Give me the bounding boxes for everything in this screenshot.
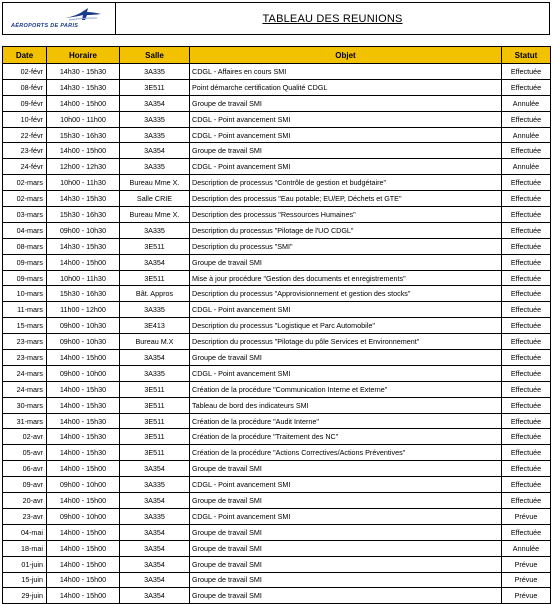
table-row: [3, 572, 551, 588]
statut-cell: Effectuée: [502, 238, 551, 254]
objet-cell: CDGL - Point avancement SMI: [190, 302, 502, 318]
table-row: [3, 159, 551, 175]
salle-cell: 3E511: [120, 238, 190, 254]
date-cell: 01-juin: [3, 556, 47, 572]
objet-cell: CDGL - Point avancement SMI: [190, 127, 502, 143]
statut-cell: Annulée: [502, 95, 551, 111]
objet-cell: Création de la procédure "Audit Interne": [190, 413, 502, 429]
date-cell: 23-févr: [3, 143, 47, 159]
statut-cell: Effectuée: [502, 270, 551, 286]
table-row: [3, 191, 551, 207]
table-row: [3, 365, 551, 381]
horaire-cell: 14h00 - 15h30: [47, 445, 120, 461]
objet-cell: Groupe de travail SMI: [190, 350, 502, 366]
statut-cell: Effectuée: [502, 477, 551, 493]
horaire-cell: 14h00 - 15h00: [47, 556, 120, 572]
horaire-cell: 14h00 - 15h00: [47, 350, 120, 366]
objet-cell: Groupe de travail SMI: [190, 540, 502, 556]
salle-cell: Bureau Mme X.: [120, 175, 190, 191]
date-cell: 31-mars: [3, 413, 47, 429]
table-row: [3, 95, 551, 111]
horaire-cell: 14h00 - 15h00: [47, 540, 120, 556]
salle-cell: 3E511: [120, 413, 190, 429]
statut-cell: Effectuée: [502, 191, 551, 207]
date-cell: 22-févr: [3, 127, 47, 143]
statut-cell: Prévue: [502, 572, 551, 588]
table-row: [3, 302, 551, 318]
table-row: [3, 540, 551, 556]
statut-cell: Effectuée: [502, 524, 551, 540]
date-cell: 23-mars: [3, 350, 47, 366]
table-row: [3, 588, 551, 604]
horaire-cell: 14h00 - 15h00: [47, 461, 120, 477]
date-cell: 03-mars: [3, 207, 47, 223]
salle-cell: Bureau M.X: [120, 334, 190, 350]
statut-cell: Prévue: [502, 588, 551, 604]
salle-cell: 3A354: [120, 588, 190, 604]
salle-cell: 3E511: [120, 79, 190, 95]
objet-cell: Création de la procédure "Actions Correctives/Actions Préventives": [190, 445, 502, 461]
table-header-row: [3, 47, 551, 64]
horaire-cell: 09h00 - 10h00: [47, 508, 120, 524]
horaire-cell: 10h00 - 11h30: [47, 270, 120, 286]
date-cell: 09-févr: [3, 95, 47, 111]
date-cell: 30-mars: [3, 397, 47, 413]
date-cell: 09-mars: [3, 270, 47, 286]
table-row: [3, 397, 551, 413]
title-cell: [116, 2, 550, 35]
column-header-salle: Salle: [120, 47, 190, 64]
salle-cell: 3A354: [120, 254, 190, 270]
objet-cell: CDGL - Affaires en cours SMI: [190, 64, 502, 80]
date-cell: 08-févr: [3, 79, 47, 95]
objet-cell: Description du processus "Logistique et Parc Automobile": [190, 318, 502, 334]
horaire-cell: 09h00 - 10h00: [47, 365, 120, 381]
table-row: [3, 477, 551, 493]
salle-cell: 3A335: [120, 477, 190, 493]
horaire-cell: 14h00 - 15h30: [47, 381, 120, 397]
horaire-cell: 14h00 - 15h00: [47, 95, 120, 111]
salle-cell: 3E511: [120, 445, 190, 461]
date-cell: 02-févr: [3, 64, 47, 80]
table-row: [3, 461, 551, 477]
salle-cell: 3A354: [120, 95, 190, 111]
salle-cell: 3A354: [120, 493, 190, 509]
statut-cell: Prévue: [502, 556, 551, 572]
salle-cell: 3E511: [120, 270, 190, 286]
date-cell: 02-mars: [3, 175, 47, 191]
table-row: [3, 524, 551, 540]
table-row: [3, 127, 551, 143]
statut-cell: Effectuée: [502, 461, 551, 477]
objet-cell: Description des processus "Eau potable; EU/EP, Déchets et GTE": [190, 191, 502, 207]
statut-cell: Effectuée: [502, 143, 551, 159]
date-cell: 11-mars: [3, 302, 47, 318]
horaire-cell: 09h00 - 10h30: [47, 334, 120, 350]
date-cell: 23-mars: [3, 334, 47, 350]
horaire-cell: 10h00 - 11h30: [47, 175, 120, 191]
statut-cell: Annulée: [502, 540, 551, 556]
column-header-statut: Statut: [502, 47, 551, 64]
salle-cell: 3E511: [120, 381, 190, 397]
objet-cell: CDGL - Point avancement SMI: [190, 111, 502, 127]
statut-cell: Annulée: [502, 159, 551, 175]
salle-cell: 3A335: [120, 302, 190, 318]
horaire-cell: 09h00 - 10h30: [47, 222, 120, 238]
horaire-cell: 14h30 - 15h30: [47, 64, 120, 80]
horaire-cell: 09h00 - 10h30: [47, 318, 120, 334]
salle-cell: 3A335: [120, 222, 190, 238]
horaire-cell: 14h30 - 15h30: [47, 238, 120, 254]
statut-cell: Effectuée: [502, 111, 551, 127]
salle-cell: 3A335: [120, 508, 190, 524]
salle-cell: 3A354: [120, 461, 190, 477]
objet-cell: Groupe de travail SMI: [190, 461, 502, 477]
table-row: [3, 493, 551, 509]
statut-cell: Prévue: [502, 508, 551, 524]
salle-cell: 3E511: [120, 397, 190, 413]
horaire-cell: 15h30 - 16h30: [47, 286, 120, 302]
statut-cell: Effectuée: [502, 318, 551, 334]
document-header: [0, 0, 552, 37]
objet-cell: Mise à jour procédure "Gestion des documents et enregistrements": [190, 270, 502, 286]
table-row: [3, 64, 551, 80]
objet-cell: Création de la procédure "Traitement des NC": [190, 429, 502, 445]
table-row: [3, 222, 551, 238]
salle-cell: 3A335: [120, 365, 190, 381]
date-cell: 08-mars: [3, 238, 47, 254]
statut-cell: Effectuée: [502, 413, 551, 429]
objet-cell: Groupe de travail SMI: [190, 254, 502, 270]
page-title: TABLEAU DES REUNIONS: [262, 12, 403, 25]
table-row: [3, 334, 551, 350]
horaire-cell: 10h00 - 11h00: [47, 111, 120, 127]
table-row: [3, 508, 551, 524]
salle-cell: 3A335: [120, 127, 190, 143]
date-cell: 02-avr: [3, 429, 47, 445]
salle-cell: 3A354: [120, 556, 190, 572]
salle-cell: 3A354: [120, 540, 190, 556]
objet-cell: Description du processus "Pilotage du pôle Services et Environnement": [190, 334, 502, 350]
logo-text: AÉROPORTS DE PARIS: [11, 23, 79, 29]
statut-cell: Effectuée: [502, 207, 551, 223]
salle-cell: Bureau Mme X.: [120, 207, 190, 223]
horaire-cell: 14h00 - 15h00: [47, 493, 120, 509]
table-row: [3, 381, 551, 397]
statut-cell: Effectuée: [502, 254, 551, 270]
table-row: [3, 254, 551, 270]
salle-cell: 3A335: [120, 111, 190, 127]
objet-cell: CDGL - Point avancement SMI: [190, 159, 502, 175]
salle-cell: 3E413: [120, 318, 190, 334]
date-cell: 05-avr: [3, 445, 47, 461]
horaire-cell: 14h00 - 15h30: [47, 429, 120, 445]
table-row: [3, 238, 551, 254]
objet-cell: Création de la procédure "Communication Interne et Externe": [190, 381, 502, 397]
horaire-cell: 15h30 - 16h30: [47, 127, 120, 143]
objet-cell: Groupe de travail SMI: [190, 572, 502, 588]
statut-cell: Effectuée: [502, 445, 551, 461]
salle-cell: Salle CRIE: [120, 191, 190, 207]
objet-cell: Groupe de travail SMI: [190, 95, 502, 111]
statut-cell: Effectuée: [502, 350, 551, 366]
horaire-cell: 14h30 - 15h30: [47, 191, 120, 207]
date-cell: 02-mars: [3, 191, 47, 207]
date-cell: 15-mars: [3, 318, 47, 334]
statut-cell: Effectuée: [502, 334, 551, 350]
table-row: [3, 175, 551, 191]
table-row: [3, 270, 551, 286]
date-cell: 24-mars: [3, 381, 47, 397]
objet-cell: Description de processus "Contrôle de gestion et budgétaire": [190, 175, 502, 191]
table-row: [3, 413, 551, 429]
meetings-table: [2, 46, 551, 604]
horaire-cell: 14h00 - 15h00: [47, 588, 120, 604]
horaire-cell: 14h30 - 15h30: [47, 79, 120, 95]
horaire-cell: 14h00 - 15h30: [47, 397, 120, 413]
objet-cell: Groupe de travail SMI: [190, 493, 502, 509]
statut-cell: Effectuée: [502, 222, 551, 238]
statut-cell: Annulée: [502, 127, 551, 143]
table-row: [3, 286, 551, 302]
date-cell: 10-mars: [3, 286, 47, 302]
table-row: [3, 79, 551, 95]
date-cell: 06-avr: [3, 461, 47, 477]
date-cell: 15-juin: [3, 572, 47, 588]
objet-cell: Groupe de travail SMI: [190, 143, 502, 159]
statut-cell: Effectuée: [502, 302, 551, 318]
objet-cell: Groupe de travail SMI: [190, 588, 502, 604]
logo-cell: [2, 2, 116, 35]
horaire-cell: 12h00 - 12h30: [47, 159, 120, 175]
statut-cell: Effectuée: [502, 429, 551, 445]
salle-cell: 3A354: [120, 143, 190, 159]
date-cell: 04-mai: [3, 524, 47, 540]
objet-cell: Tableau de bord des indicateurs SMI: [190, 397, 502, 413]
salle-cell: 3A354: [120, 524, 190, 540]
airplane-logo-icon: [63, 6, 103, 22]
objet-cell: Description du processus "SMI": [190, 238, 502, 254]
date-cell: 20-avr: [3, 493, 47, 509]
statut-cell: Effectuée: [502, 397, 551, 413]
date-cell: 04-mars: [3, 222, 47, 238]
table-row: [3, 143, 551, 159]
salle-cell: 3A335: [120, 64, 190, 80]
salle-cell: 3E511: [120, 429, 190, 445]
table-row: [3, 350, 551, 366]
objet-cell: CDGL - Point avancement SMI: [190, 365, 502, 381]
salle-cell: 3A354: [120, 572, 190, 588]
statut-cell: Effectuée: [502, 79, 551, 95]
objet-cell: Description du processus "Approvisionnement et gestion des stocks": [190, 286, 502, 302]
column-header-date: Date: [3, 47, 47, 64]
horaire-cell: 14h00 - 15h00: [47, 254, 120, 270]
horaire-cell: 14h00 - 15h00: [47, 572, 120, 588]
statut-cell: Effectuée: [502, 493, 551, 509]
date-cell: 18-mai: [3, 540, 47, 556]
salle-cell: 3A335: [120, 159, 190, 175]
table-row: [3, 207, 551, 223]
salle-cell: 3A354: [120, 350, 190, 366]
objet-cell: CDGL - Point avancement SMI: [190, 508, 502, 524]
column-header-objet: Objet: [190, 47, 502, 64]
objet-cell: Description du processus "Pilotage de l'UO CDGL": [190, 222, 502, 238]
table-row: [3, 445, 551, 461]
objet-cell: Groupe de travail SMI: [190, 556, 502, 572]
date-cell: 29-juin: [3, 588, 47, 604]
date-cell: 09-avr: [3, 477, 47, 493]
objet-cell: CDGL - Point avancement SMI: [190, 477, 502, 493]
salle-cell: Bât. Appros: [120, 286, 190, 302]
table-row: [3, 556, 551, 572]
statut-cell: Effectuée: [502, 286, 551, 302]
date-cell: 10-févr: [3, 111, 47, 127]
column-header-horaire: Horaire: [47, 47, 120, 64]
statut-cell: Effectuée: [502, 365, 551, 381]
objet-cell: Groupe de travail SMI: [190, 524, 502, 540]
statut-cell: Effectuée: [502, 381, 551, 397]
date-cell: 24-mars: [3, 365, 47, 381]
horaire-cell: 11h00 - 12h00: [47, 302, 120, 318]
date-cell: 23-avr: [3, 508, 47, 524]
date-cell: 24-févr: [3, 159, 47, 175]
table-row: [3, 111, 551, 127]
statut-cell: Effectuée: [502, 64, 551, 80]
objet-cell: Description des processus "Ressources Humaines": [190, 207, 502, 223]
horaire-cell: 15h30 - 16h30: [47, 207, 120, 223]
horaire-cell: 14h00 - 15h00: [47, 143, 120, 159]
horaire-cell: 14h00 - 15h00: [47, 524, 120, 540]
horaire-cell: 14h00 - 15h30: [47, 413, 120, 429]
statut-cell: Effectuée: [502, 175, 551, 191]
table-row: [3, 429, 551, 445]
objet-cell: Point démarche certification Qualité CDGL: [190, 79, 502, 95]
table-row: [3, 318, 551, 334]
horaire-cell: 09h00 - 10h00: [47, 477, 120, 493]
date-cell: 09-mars: [3, 254, 47, 270]
